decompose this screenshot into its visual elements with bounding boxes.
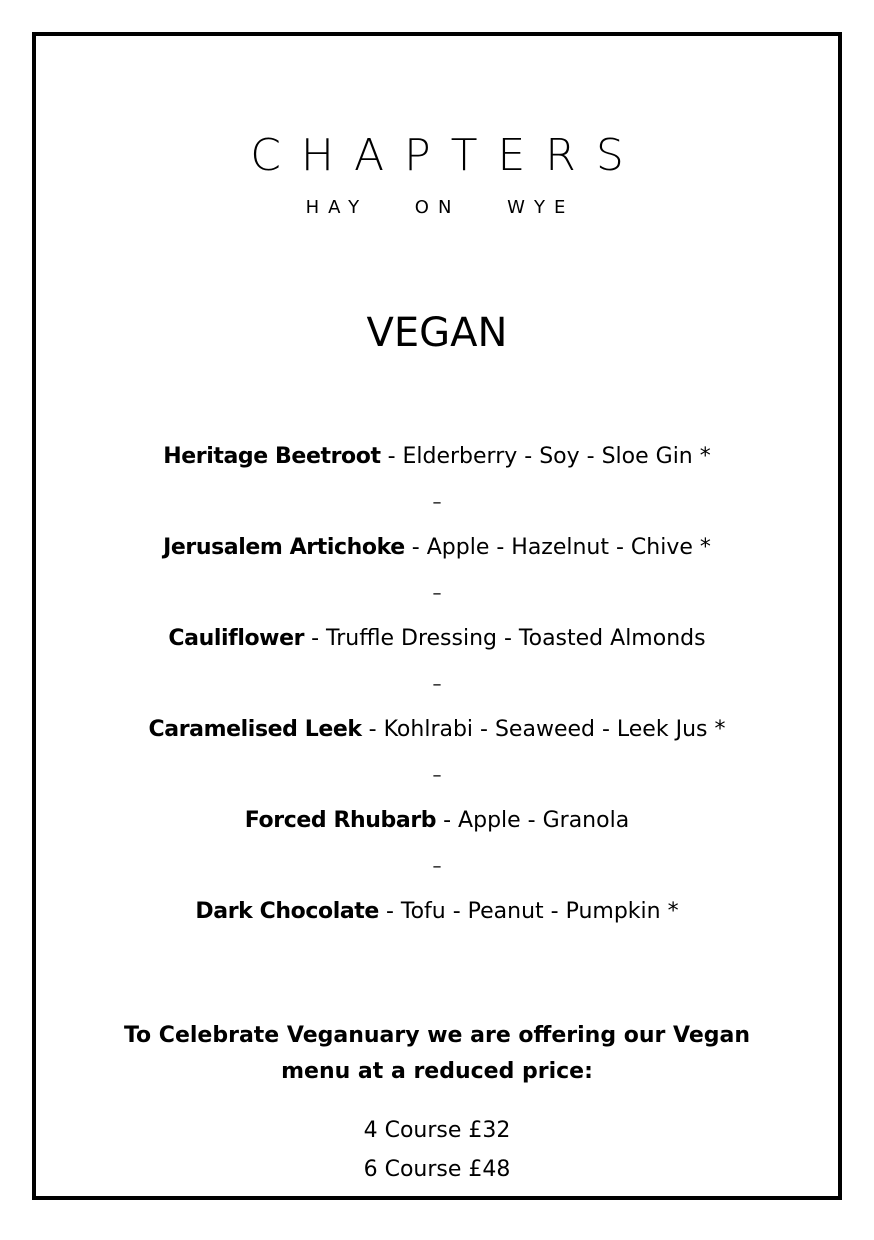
dish-name: Heritage Beetroot [163,444,381,469]
dish-description: - Tofu - Peanut - Pumpkin * [378,899,679,924]
menu-frame [32,32,842,1200]
price-4-course: 4 Course £32 [363,1118,511,1143]
dish-description: - Apple - Granola [436,808,630,833]
dish-name: Forced Rhubarb [244,808,437,833]
price-list [36,1111,838,1189]
dish-separator: – [432,674,442,695]
dish-separator: – [432,856,442,877]
dish-item [36,707,838,753]
brand-name: CHAPTERS [250,130,644,181]
dish-description: - Truffle Dressing - Toasted Almonds [304,626,706,651]
dish-description: - Kohlrabi - Seaweed - Leek Jus * [361,717,726,742]
dish-separator: – [432,492,442,513]
dish-name: Dark Chocolate [195,899,379,924]
promo-line-1: To Celebrate Veganuary we are offering our Vegan [123,1023,751,1048]
dish-description: - Apple - Hazelnut - Chive * [404,535,711,560]
dish-name: Jerusalem Artichoke [163,535,405,560]
dish-separator: – [432,765,442,786]
dish-name: Cauliflower [168,626,305,651]
dish-name: Caramelised Leek [148,717,362,742]
promo-text [36,1018,838,1090]
dish-list [36,434,838,935]
dish-item [36,616,838,662]
price-6-course: 6 Course £48 [363,1157,511,1182]
menu-title: VEGAN [366,310,508,356]
dish-item [36,525,838,571]
promo-line-2: menu at a reduced price: [281,1059,593,1084]
menu-content [36,36,838,1196]
dish-item [36,889,838,935]
dish-item [36,434,838,480]
dish-separator: – [432,583,442,604]
dish-description: - Elderberry - Soy - Sloe Gin * [380,444,711,469]
brand-location: HAY ON WYE [305,197,575,218]
dish-item [36,798,838,844]
